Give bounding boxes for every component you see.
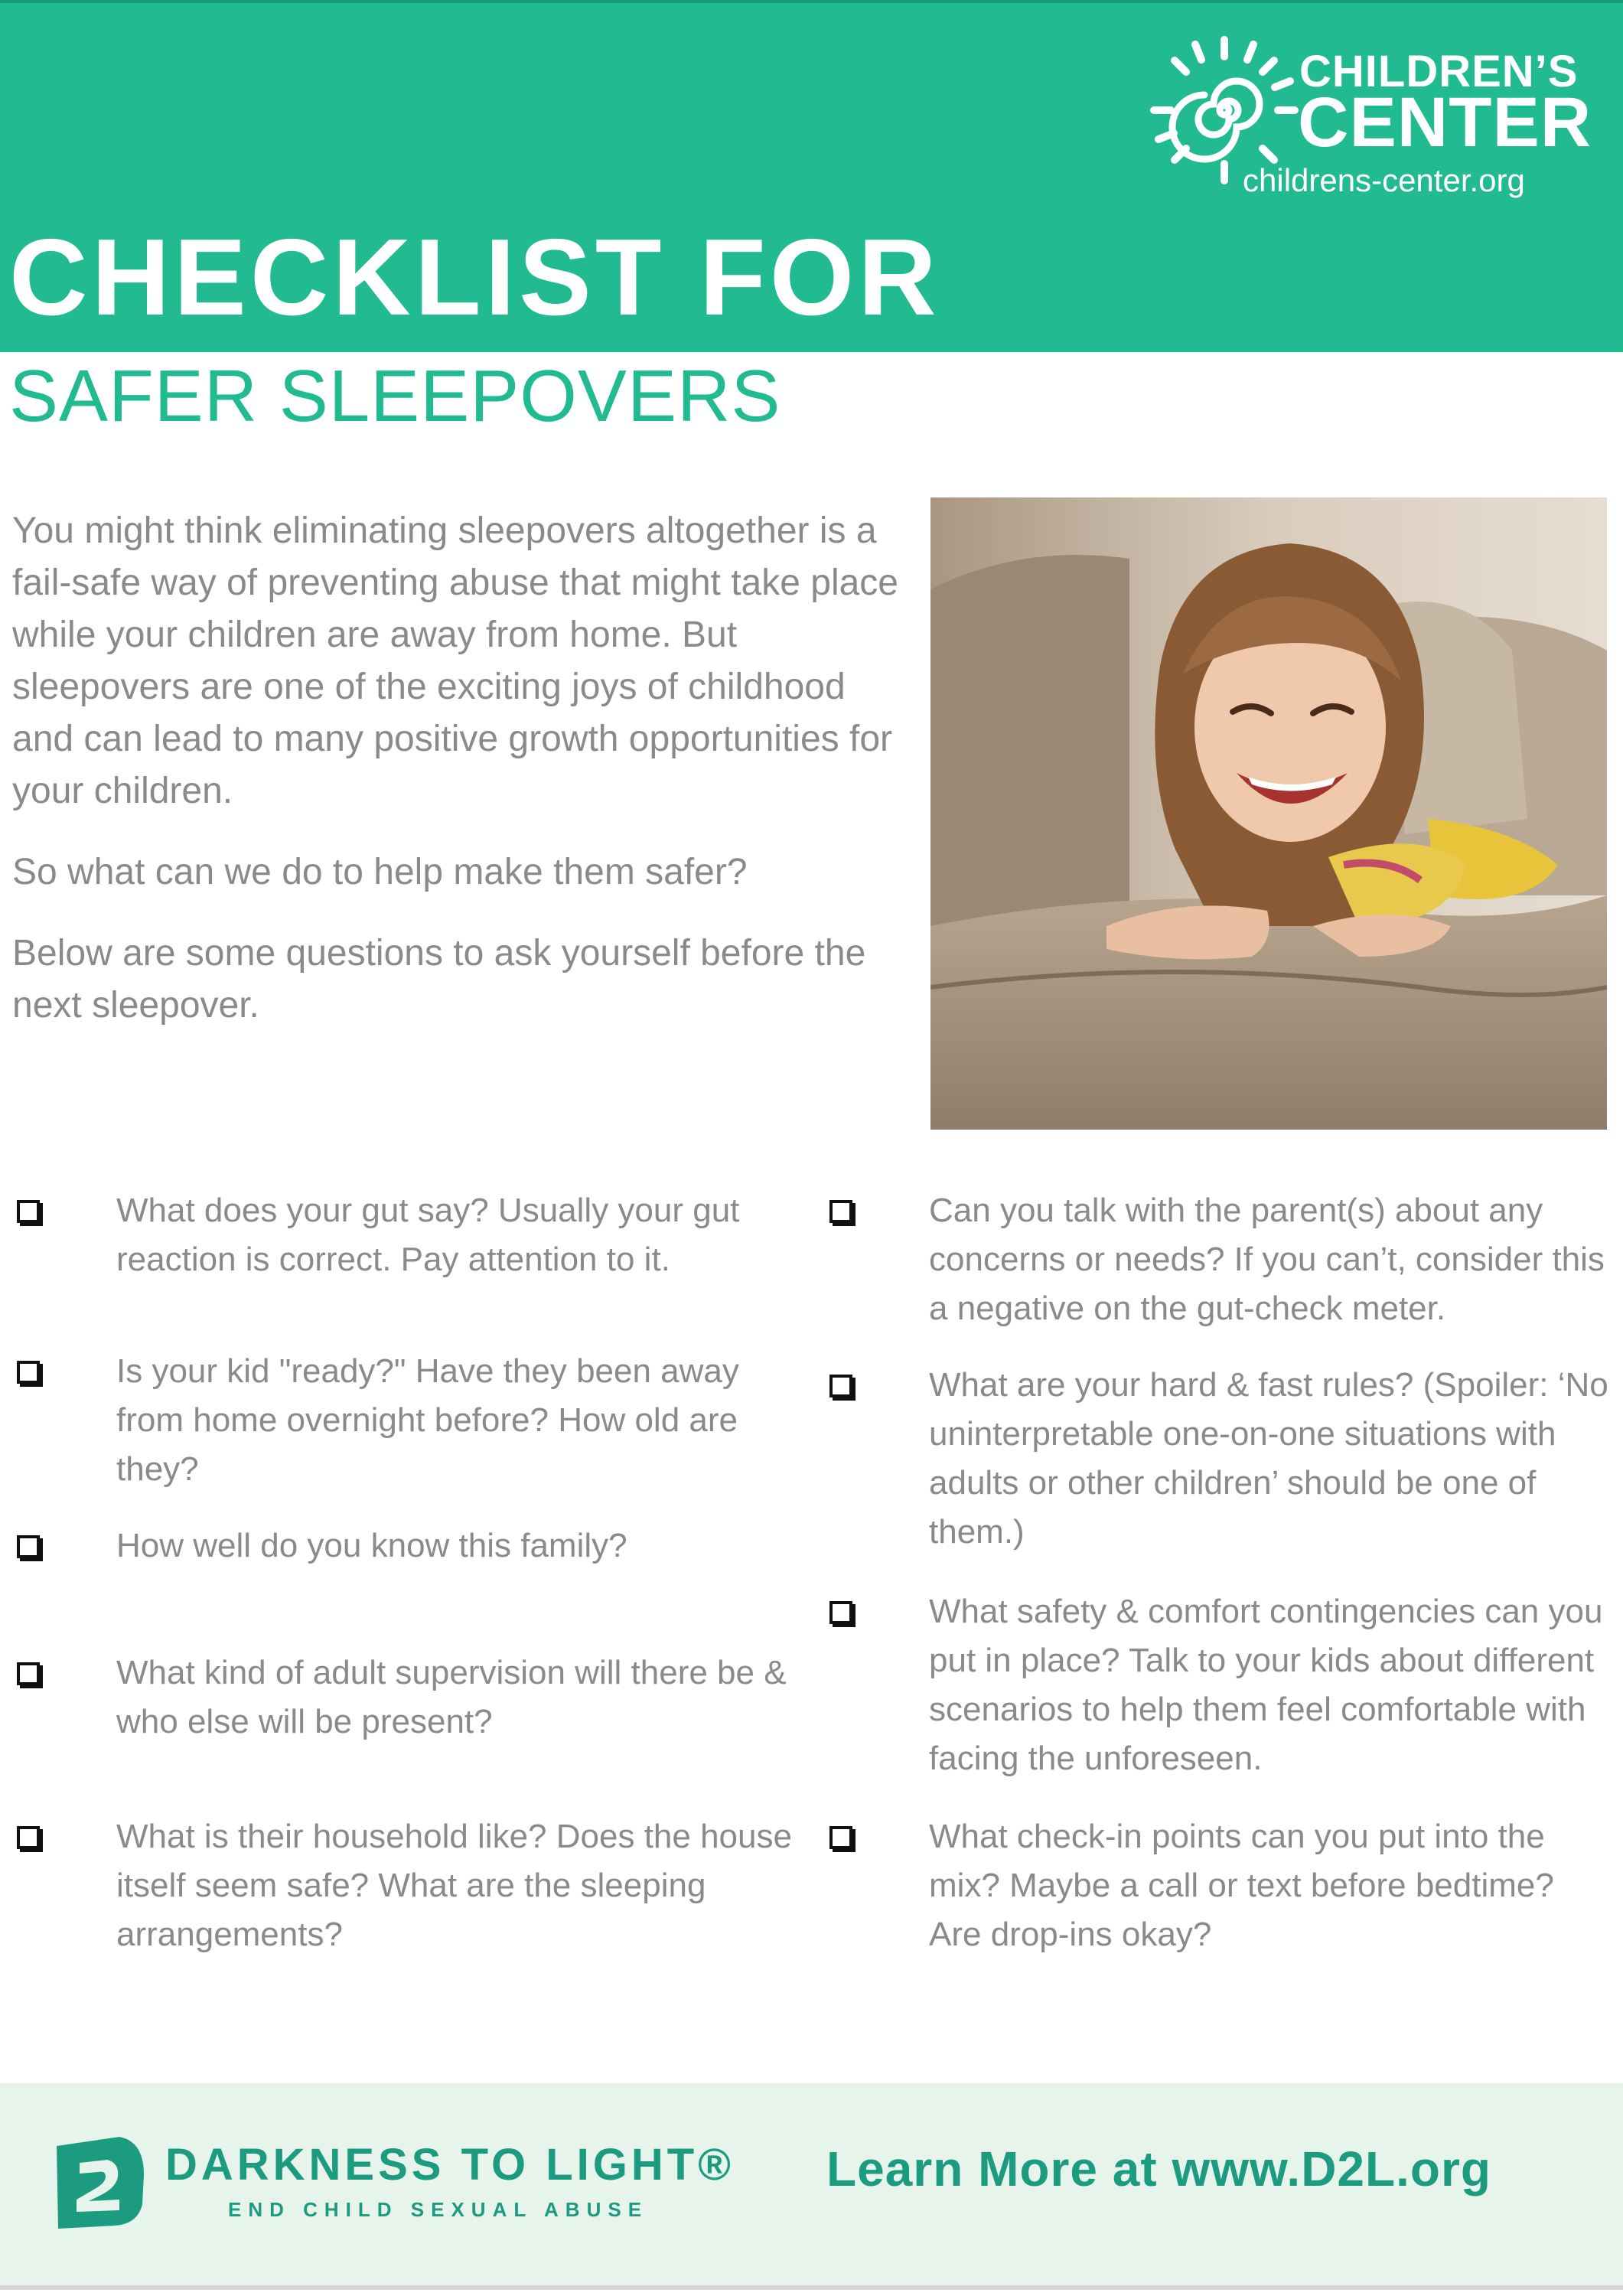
childrens-center-logo[interactable] <box>1148 34 1592 202</box>
intro-paragraph: So what can we do to help make them safer? <box>12 852 748 892</box>
intro-paragraph: Below are some questions to ask yourself before the next sleepover. <box>12 933 866 1026</box>
intro-text <box>12 505 900 1061</box>
d2l-logo-icon[interactable] <box>46 2129 150 2233</box>
checkbox-icon[interactable] <box>829 1375 852 1397</box>
child-on-couch-photo <box>930 497 1607 1130</box>
d2l-tagline: END CHILD SEXUAL ABUSE <box>228 2198 649 2221</box>
checklist-item: What is their household like? Does the house itself seem safe? What are the sleeping arrangements? <box>116 1818 792 1953</box>
checkbox-icon[interactable] <box>17 1200 40 1223</box>
checklist-item: What safety & comfort contingencies can you put in place? Talk to your kids about different scenarios to help them feel comfortable with facing the unforeseen. <box>929 1593 1603 1777</box>
page-title: CHECKLIST FOR <box>9 217 940 338</box>
learn-more-link[interactable]: Learn More at www.D2L.org <box>826 2141 1491 2197</box>
page-subtitle: SAFER SLEEPOVERS <box>9 355 781 437</box>
checkbox-icon[interactable] <box>829 1200 852 1223</box>
checklist-item: Is your kid "ready?" Have they been away from home overnight before? How old are they? <box>116 1352 739 1488</box>
checkbox-icon[interactable] <box>829 1601 852 1624</box>
header-band <box>0 0 1623 352</box>
checklist-item: Can you talk with the parent(s) about any concerns or needs? If you can’t, consider this a negative on the gut-check meter. <box>929 1192 1605 1327</box>
checklist-item: What kind of adult supervision will there be & who else will be present? <box>116 1654 787 1740</box>
checkbox-icon[interactable] <box>17 1826 40 1849</box>
checklist-item: What does your gut say? Usually your gut reaction is correct. Pay attention to it. <box>116 1192 740 1278</box>
logo-wordmark-top: CHILDREN’S <box>1299 47 1579 96</box>
logo-wordmark-bottom: CENTER <box>1298 83 1592 161</box>
checkbox-icon[interactable] <box>829 1826 852 1849</box>
checkbox-icon[interactable] <box>17 1662 40 1685</box>
checklist-item: How well do you know this family? <box>116 1527 627 1564</box>
checkbox-icon[interactable] <box>17 1361 40 1384</box>
d2l-org-name: DARKNESS TO LIGHT® <box>165 2140 735 2190</box>
intro-paragraph: You might think eliminating sleepovers altogether is a fail-safe way of preventing abuse that might take place while your children are away from home. But sleepovers are one of the exciting joys of childhood and can lead to many positive growth opportunities for your children. <box>12 510 898 811</box>
checklist-item: What check-in points can you put into the mix? Maybe a call or text before bedtime? Are drop-ins okay? <box>929 1818 1554 1953</box>
footer-band <box>0 2083 1623 2290</box>
logo-url[interactable]: childrens-center.org <box>1243 162 1525 198</box>
checkbox-icon[interactable] <box>17 1535 40 1558</box>
checklist-item: What are your hard & fast rules? (Spoiler: ‘No uninterpretable one-on-one situations with adults or other children’ should be one of them.) <box>929 1366 1608 1551</box>
